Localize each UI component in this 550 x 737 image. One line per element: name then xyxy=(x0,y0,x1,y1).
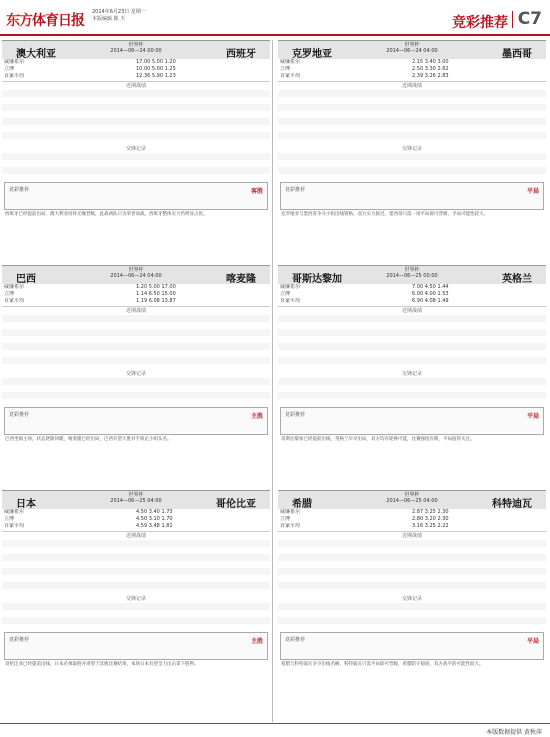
pick-result: 主胜 xyxy=(250,413,263,420)
recent-heading: 近期战绩 xyxy=(401,83,422,89)
odds-row: 立博 6.00 4.00 1.53 xyxy=(280,291,449,297)
form-row xyxy=(2,575,270,582)
divider xyxy=(278,531,546,532)
form-row xyxy=(278,350,546,357)
home-team: 克罗地亚 xyxy=(292,49,332,60)
analysis-text: 哥伦比亚已经提前出线，日本必须取胜并寄望于其他比赛结果，本场日本有望全力出击拿下胜利。 xyxy=(5,662,199,667)
h2h-row xyxy=(2,617,270,624)
form-row xyxy=(278,575,546,582)
form-row xyxy=(2,568,270,575)
match-heading xyxy=(278,265,546,284)
form-row xyxy=(278,561,546,568)
form-row xyxy=(278,90,546,97)
odds-row: 百家平均 3.16 3.25 2.22 xyxy=(280,523,449,529)
away-team: 墨西哥 xyxy=(502,49,532,60)
h2h-heading: 交锋记录 xyxy=(125,596,146,602)
analysis-text: 哥斯达黎加已经提前出线，英格兰早早出局，双方均有轮换可能，比赛强度有限，平局值得关注。 xyxy=(281,437,475,442)
form-row xyxy=(2,97,270,104)
form-row xyxy=(278,104,546,111)
divider xyxy=(2,306,270,307)
form-row xyxy=(2,343,270,350)
form-row xyxy=(2,132,270,139)
form-row xyxy=(2,582,270,589)
form-row xyxy=(2,357,270,364)
h2h-row xyxy=(2,153,270,160)
h2h-row xyxy=(2,167,270,174)
analysis-text: 巴西坐镇主场，状态逐渐回暖，喀麦隆已经出局，巴西有望大胜对手锁定小组头名。 xyxy=(5,437,172,442)
analysis-text: 克罗地亚与墨西哥争夺小组出线资格，双方实力接近，墨西哥只需一场平局即可晋级，平局可能性较大。 xyxy=(281,212,488,217)
recent-heading: 近期战绩 xyxy=(401,533,422,539)
home-team: 澳大利亚 xyxy=(16,49,56,60)
form-row xyxy=(278,547,546,554)
away-team: 哥伦比亚 xyxy=(216,499,256,510)
match-heading xyxy=(2,265,270,284)
pick-box: 竞彩推荐 平局 xyxy=(280,632,544,660)
form-row xyxy=(278,322,546,329)
match-meta: 世界杯 2014—06—25 04:00 xyxy=(386,492,438,504)
h2h-row xyxy=(2,399,270,406)
analysis-text: 希腊与科特迪瓦争夺出线名额，科特迪瓦只需平局即可晋级，希腊防守稳固，双方战平的可能性较大。 xyxy=(281,662,484,667)
match-heading xyxy=(2,490,270,509)
page-header xyxy=(0,0,550,36)
h2h-row xyxy=(278,167,546,174)
form-row xyxy=(2,329,270,336)
odds-row: 立博 10.00 5.00 1.25 xyxy=(4,66,176,72)
h2h-row xyxy=(278,617,546,624)
page-footer: 本版数据提供 黄秋萍 xyxy=(0,723,550,737)
match-card xyxy=(278,265,546,490)
h2h-row xyxy=(278,399,546,406)
home-team: 日本 xyxy=(16,499,36,510)
match-meta: 世界杯 2014—06—25 04:00 xyxy=(110,492,162,504)
form-row xyxy=(278,540,546,547)
form-row xyxy=(2,336,270,343)
divider xyxy=(278,81,546,82)
column-rule xyxy=(272,40,273,722)
away-team: 喀麦隆 xyxy=(226,274,256,285)
h2h-row xyxy=(2,160,270,167)
pick-result: 平局 xyxy=(526,413,539,420)
pick-result: 客胜 xyxy=(250,188,263,195)
form-row xyxy=(2,561,270,568)
pick-result: 主胜 xyxy=(250,638,263,645)
h2h-heading: 交锋记录 xyxy=(401,146,422,152)
odds-row: 立博 2.80 3.20 2.30 xyxy=(280,516,449,522)
form-row xyxy=(278,364,546,371)
pick-box: 竞彩推荐 平局 xyxy=(280,407,544,435)
h2h-row xyxy=(278,174,546,181)
h2h-heading: 交锋记录 xyxy=(401,371,422,377)
odds-row: 百家平均 6.90 4.08 1.49 xyxy=(280,298,449,304)
h2h-row xyxy=(2,385,270,392)
form-row xyxy=(278,589,546,596)
h2h-row xyxy=(2,174,270,181)
h2h-row xyxy=(278,378,546,385)
match-card xyxy=(278,40,546,265)
match-card xyxy=(2,40,270,265)
pick-box: 竞彩推荐 主胜 xyxy=(4,407,268,435)
h2h-row xyxy=(2,603,270,610)
pick-result: 平局 xyxy=(526,188,539,195)
odds-row: 立博 4.50 3.10 1.70 xyxy=(4,516,173,522)
form-row xyxy=(2,104,270,111)
recent-heading: 近期战绩 xyxy=(125,83,146,89)
odds-row: 威廉希尔 17.00 5.00 1.20 xyxy=(4,59,176,65)
form-row xyxy=(278,554,546,561)
form-row xyxy=(278,97,546,104)
divider xyxy=(278,306,546,307)
match-meta: 世界杯 2014—06—24 04:00 xyxy=(110,267,162,279)
h2h-row xyxy=(278,385,546,392)
section-title: 竞彩推荐 xyxy=(452,15,508,31)
form-row xyxy=(2,540,270,547)
title-divider xyxy=(512,11,513,28)
form-row xyxy=(278,357,546,364)
form-row xyxy=(278,125,546,132)
match-card xyxy=(2,265,270,490)
odds-row: 百家平均 1.19 6.08 13.87 xyxy=(4,298,176,304)
h2h-row xyxy=(278,603,546,610)
form-row xyxy=(2,118,270,125)
match-heading xyxy=(278,490,546,509)
home-team: 希腊 xyxy=(292,499,312,510)
pick-box: 竞彩推荐 客胜 xyxy=(4,182,268,210)
masthead-logo: 东方体育日报 xyxy=(6,13,84,29)
form-row xyxy=(278,568,546,575)
divider xyxy=(2,81,270,82)
pick-box: 竞彩推荐 主胜 xyxy=(4,632,268,660)
form-row xyxy=(2,547,270,554)
h2h-row xyxy=(278,624,546,631)
form-row xyxy=(2,111,270,118)
form-row xyxy=(278,336,546,343)
h2h-row xyxy=(2,624,270,631)
recent-heading: 近期战绩 xyxy=(125,308,146,314)
match-card xyxy=(2,490,270,715)
form-row xyxy=(2,322,270,329)
match-card xyxy=(278,490,546,715)
h2h-row xyxy=(278,153,546,160)
odds-row: 百家平均 12.36 5.90 1.23 xyxy=(4,73,176,79)
away-team: 科特迪瓦 xyxy=(492,499,532,510)
form-row xyxy=(2,139,270,146)
form-row xyxy=(278,329,546,336)
away-team: 英格兰 xyxy=(502,274,532,285)
odds-row: 百家平均 4.59 3.48 1.81 xyxy=(4,523,173,529)
home-team: 巴西 xyxy=(16,274,36,285)
match-heading xyxy=(2,40,270,59)
h2h-row xyxy=(278,392,546,399)
recent-heading: 近期战绩 xyxy=(401,308,422,314)
h2h-heading: 交锋记录 xyxy=(125,371,146,377)
form-row xyxy=(278,132,546,139)
odds-row: 立博 2.50 3.30 2.62 xyxy=(280,66,449,72)
issue-info: 2014年6月23日 星期一 本版编辑 陈 天 xyxy=(92,9,146,22)
odds-row: 威廉希尔 2.87 3.25 2.30 xyxy=(280,509,449,515)
away-team: 西班牙 xyxy=(226,49,256,60)
page-number: C7 xyxy=(517,9,542,29)
match-heading xyxy=(278,40,546,59)
h2h-row xyxy=(2,378,270,385)
form-row xyxy=(278,139,546,146)
odds-row: 威廉希尔 2.15 3.40 3.00 xyxy=(280,59,449,65)
form-row xyxy=(278,118,546,125)
odds-row: 威廉希尔 1.20 5.00 17.00 xyxy=(4,284,176,290)
form-row xyxy=(2,90,270,97)
analysis-text: 西班牙已经提前出局，澳大利亚同样无缘晋级，此战两队只为荣誉而战。西班牙整体实力仍明显占优。 xyxy=(5,212,208,217)
match-meta: 世界杯 2014—06—24 00:00 xyxy=(110,42,162,54)
odds-row: 立博 1.14 6.50 15.00 xyxy=(4,291,176,297)
form-row xyxy=(2,364,270,371)
odds-row: 威廉希尔 7.00 4.50 1.44 xyxy=(280,284,449,290)
h2h-row xyxy=(278,610,546,617)
form-row xyxy=(2,315,270,322)
odds-row: 百家平均 2.39 3.26 2.83 xyxy=(280,73,449,79)
form-row xyxy=(278,315,546,322)
pick-result: 平局 xyxy=(526,638,539,645)
h2h-row xyxy=(278,160,546,167)
h2h-row xyxy=(2,610,270,617)
h2h-heading: 交锋记录 xyxy=(401,596,422,602)
form-row xyxy=(2,125,270,132)
recent-heading: 近期战绩 xyxy=(125,533,146,539)
form-row xyxy=(278,111,546,118)
odds-row: 威廉希尔 4.50 3.40 1.73 xyxy=(4,509,173,515)
form-row xyxy=(2,350,270,357)
h2h-row xyxy=(2,392,270,399)
form-row xyxy=(278,582,546,589)
divider xyxy=(2,531,270,532)
home-team: 哥斯达黎加 xyxy=(292,274,342,285)
h2h-heading: 交锋记录 xyxy=(125,146,146,152)
form-row xyxy=(278,343,546,350)
match-meta: 世界杯 2014—06—24 04:00 xyxy=(386,42,438,54)
pick-box: 竞彩推荐 平局 xyxy=(280,182,544,210)
match-meta: 世界杯 2014—06—25 00:00 xyxy=(386,267,438,279)
form-row xyxy=(2,589,270,596)
form-row xyxy=(2,554,270,561)
